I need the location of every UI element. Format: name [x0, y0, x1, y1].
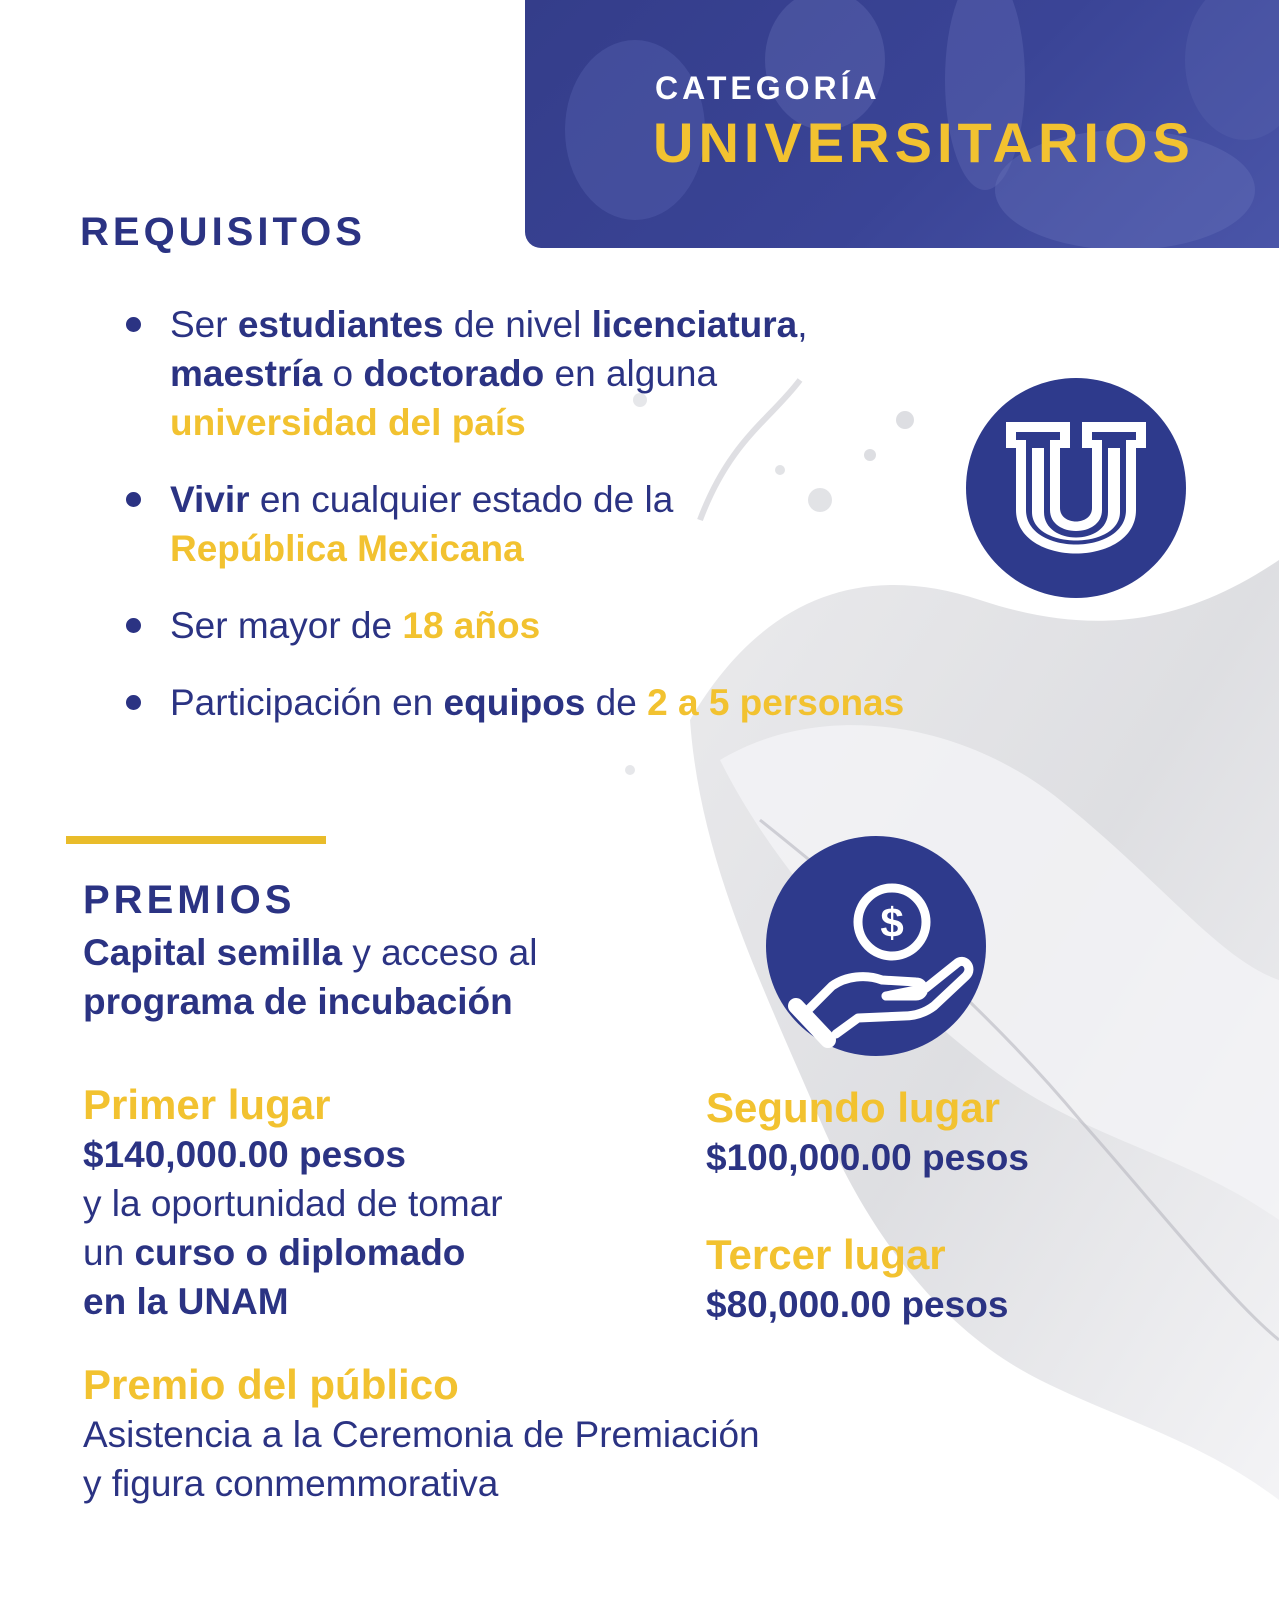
- requirement-text: o: [322, 353, 364, 394]
- requirement-text: de: [585, 682, 648, 723]
- requirement-text: doctorado: [363, 353, 545, 394]
- requirement-text: universidad del país: [170, 402, 526, 443]
- second-place-label: Segundo lugar: [706, 1084, 1000, 1131]
- audience-prize: [83, 1360, 760, 1508]
- first-place-desc-2-pre: un: [83, 1232, 135, 1273]
- requirement-item: [126, 601, 1066, 650]
- requirement-text: 2 a 5 personas: [647, 682, 905, 723]
- third-place-label: Tercer lugar: [706, 1231, 946, 1278]
- requirement-item: [126, 475, 1066, 573]
- prizes-subtitle-bold-1: Capital semilla: [83, 932, 343, 973]
- third-place-amount: $80,000.00 pesos: [706, 1284, 1009, 1325]
- category-title: UNIVERSITARIOS: [653, 111, 1195, 174]
- prize-money-badge: [766, 836, 986, 1056]
- category-kicker: CATEGORÍA: [655, 70, 881, 106]
- requirement-text: en alguna: [544, 353, 718, 394]
- requirement-text: estudiantes: [237, 304, 444, 345]
- requirement-text: en cualquier estado de la: [249, 479, 674, 520]
- hand-icon: [796, 961, 969, 1040]
- second-place-amount: $100,000.00 pesos: [706, 1137, 1029, 1178]
- requirement-text: ,: [797, 304, 808, 345]
- requirement-text: República Mexicana: [170, 528, 524, 569]
- requirement-item: [126, 300, 1066, 447]
- bullet-icon: [126, 492, 141, 507]
- prizes-subtitle-rest-1: y acceso al: [342, 932, 538, 973]
- first-place: [83, 1080, 503, 1326]
- first-place-desc-2-bold: curso o diplomado: [134, 1232, 466, 1273]
- bullet-icon: [126, 618, 141, 633]
- university-badge: [966, 378, 1186, 598]
- requirements-list: [126, 300, 1066, 755]
- first-place-amount: $140,000.00 pesos: [83, 1134, 406, 1175]
- requirement-item: [126, 678, 1066, 727]
- prizes-heading: PREMIOS: [83, 878, 296, 922]
- dollar-coin-icon: [858, 888, 926, 956]
- requirement-text: Vivir: [170, 479, 250, 520]
- audience-prize-desc-2: y figura conmemmorativa: [83, 1463, 499, 1504]
- requirement-text: equipos: [443, 682, 586, 723]
- bullet-icon: [126, 695, 141, 710]
- requirement-text: Participación en: [170, 682, 444, 723]
- bullet-icon: [126, 317, 141, 332]
- requirements-heading: REQUISITOS: [80, 210, 366, 254]
- third-place: [706, 1230, 1008, 1329]
- first-place-label: Primer lugar: [83, 1081, 331, 1128]
- category-banner: [525, 0, 1279, 248]
- requirement-text: 18 años: [402, 605, 541, 646]
- dollar-symbol: $: [880, 899, 904, 946]
- audience-prize-label: Premio del público: [83, 1361, 459, 1408]
- section-divider: [66, 836, 326, 844]
- requirement-text: Ser mayor de: [170, 605, 403, 646]
- requirement-text: Ser: [170, 304, 238, 345]
- audience-prize-desc-1: Asistencia a la Ceremonia de Premiación: [83, 1414, 760, 1455]
- requirement-text: maestría: [170, 353, 323, 394]
- u-letter-icon: [966, 378, 1186, 598]
- second-place: [706, 1083, 1029, 1182]
- prizes-subtitle: [83, 928, 537, 1026]
- first-place-desc-3: en la UNAM: [83, 1281, 289, 1322]
- requirement-text: licenciatura: [591, 304, 798, 345]
- requirement-text: de nivel: [443, 304, 592, 345]
- prizes-subtitle-bold-2: programa de incubación: [83, 981, 513, 1022]
- first-place-desc-1: y la oportunidad de tomar: [83, 1183, 503, 1224]
